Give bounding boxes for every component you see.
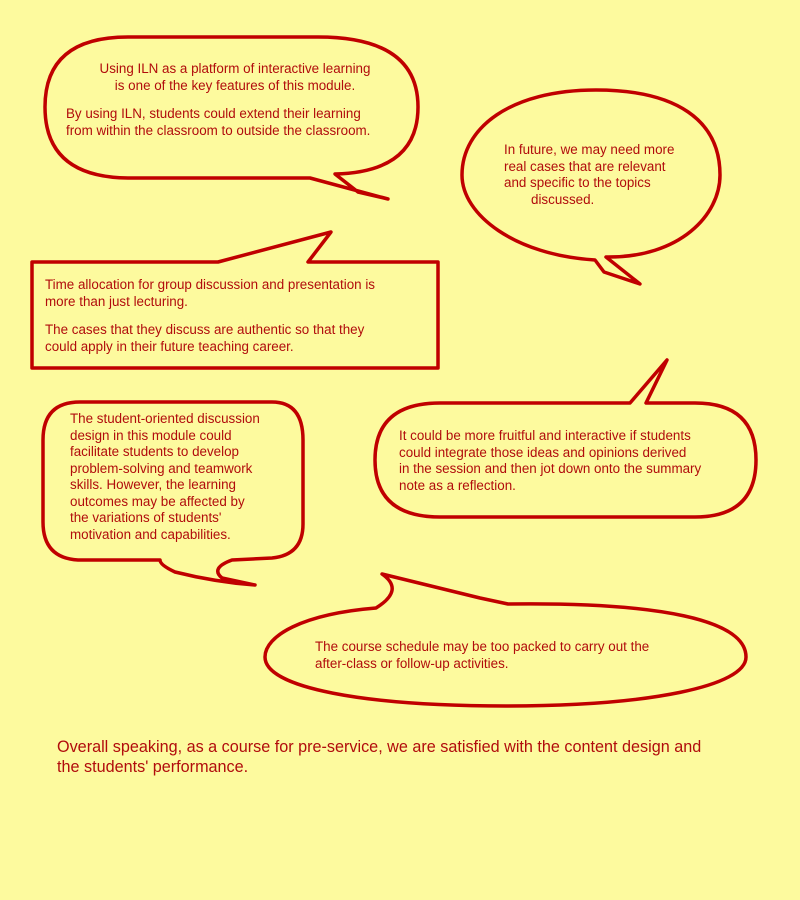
conclusion-text [57,738,757,777]
text-line: note as a reflection. [399,477,516,493]
text-line: motivation and capabilities. [70,526,231,542]
text-line: in the session and then jot down onto the summary [399,461,702,476]
text-line: It could be more fruitful and interactive if students [399,428,691,443]
bubble-3-text [45,277,430,355]
text-line: In future, we may need more [504,142,675,157]
text-line: design in this module could [70,427,232,443]
bubble-2-text [504,142,704,208]
text-line: discussed. [531,191,595,207]
text-line: is one of the key features of this module. [114,77,356,93]
text-line: The course schedule may be too packed to carry out the [315,639,650,654]
text-line: after-class or follow-up activities. [315,655,509,671]
text-line: real cases that are relevant [504,158,666,174]
text-line: Time allocation for group discussion and presentation is [45,277,375,292]
text-line: the variations of students' [70,510,222,525]
bubble-5-text [399,428,744,494]
text-line: problem-solving and teamwork [70,460,253,476]
text-line: The student-oriented discussion [70,411,260,426]
text-line: Using ILN as a platform of interactive learning [99,61,371,76]
bubble-1-text [66,61,404,139]
text-line: could apply in their future teaching career. [45,338,294,354]
text-line: Overall speaking, as a course for pre-service, we are satisfied with the content design and [57,738,702,756]
text-line: The cases that they discuss are authentic so that they [45,322,365,337]
text-line: skills. However, the learning [70,477,236,492]
bubble-6-text [315,639,715,672]
text-line: By using ILN, students could extend their learning [66,106,361,121]
text-line: outcomes may be affected by [70,493,245,509]
text-line: more than just lecturing. [45,293,188,309]
text-line: facilitate students to develop [70,444,239,459]
text-line: from within the classroom to outside the classroom. [66,122,371,138]
text-line: and specific to the topics [504,175,651,190]
text-line: could integrate those ideas and opinions derived [399,444,687,460]
bubble-4-text [70,411,300,543]
text-line: the students' performance. [57,757,249,776]
